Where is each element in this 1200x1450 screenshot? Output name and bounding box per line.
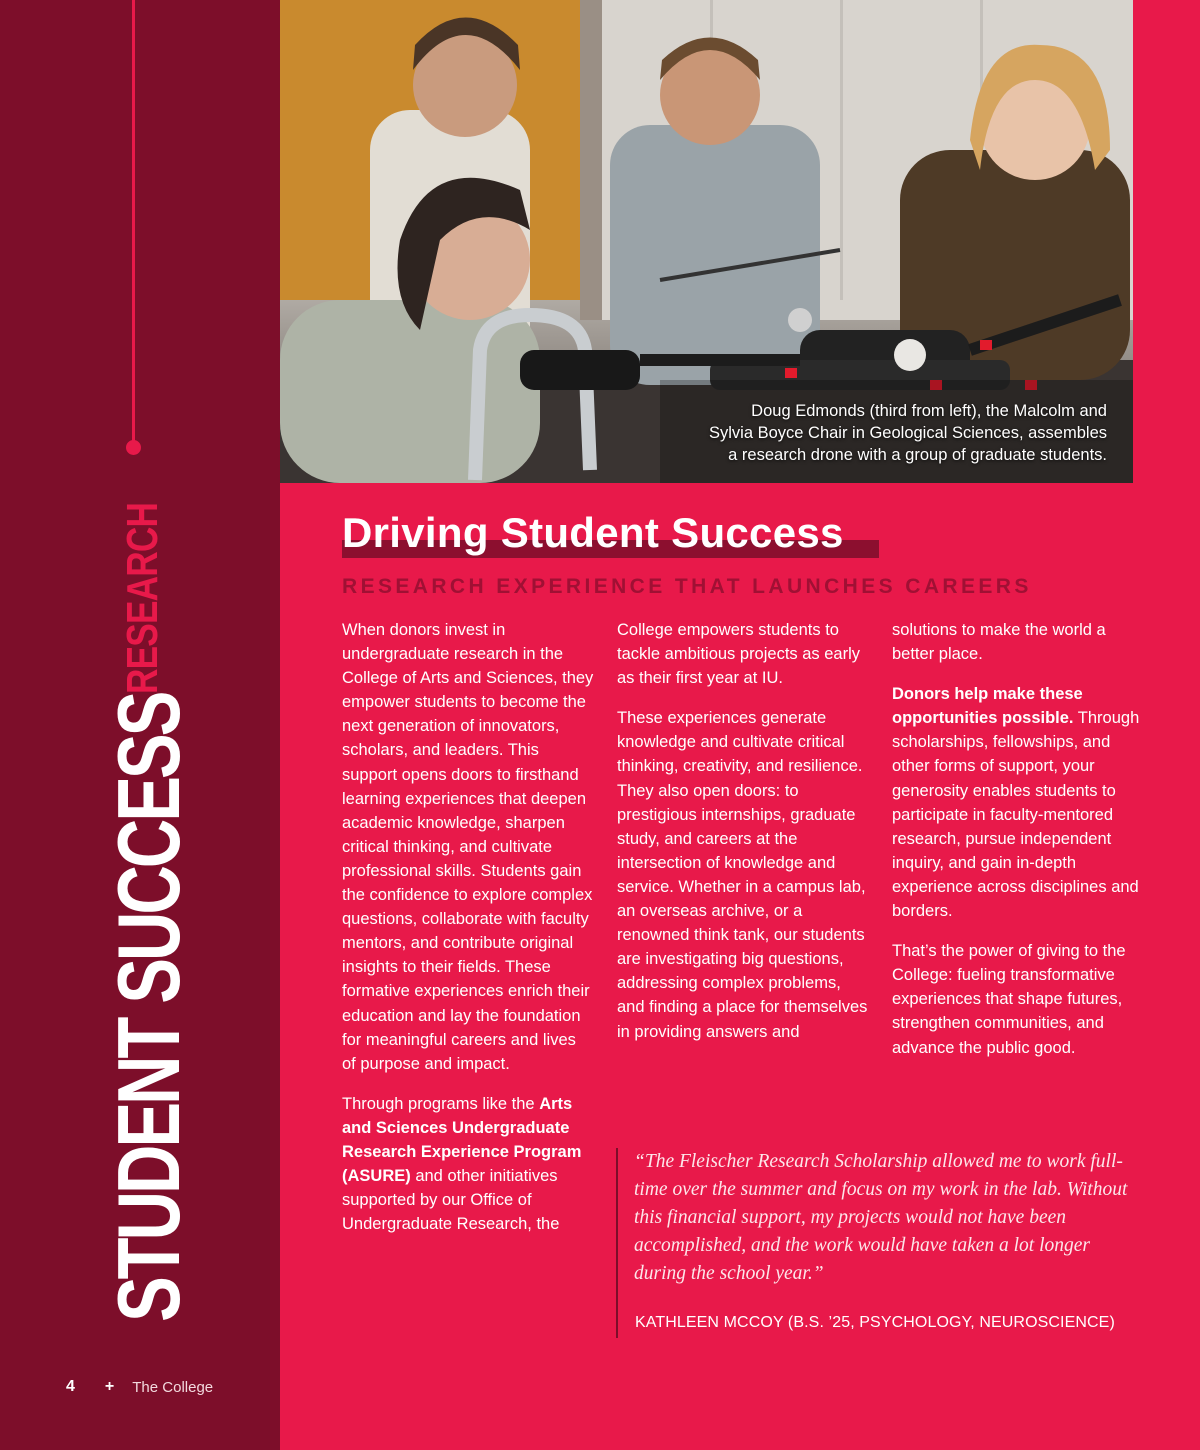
paragraph: When donors invest in undergraduate research in the College of Arts and Sciences, they empower students to become the next generation of innovators, scholars, and leaders. This support opens doors to firsthand learning experiences that deepen academic knowledge, sharpen critical thinking, and cultivate professional skills. Students gain the confidence to explore complex questions, collaborate with faculty mentors, and contribute original insights to their fields. These formative experiences enrich their education and lay the foundation for meaningful careers and lives of purpose and impact.: [342, 621, 594, 1073]
text-column-1: [342, 618, 594, 1252]
paragraph: [342, 1092, 594, 1237]
paragraph: College empowers students to tackle ambitious projects as early as their first year at IU.: [617, 621, 861, 688]
paragraph-text: Through programs like the: [342, 1094, 540, 1113]
quote-text: “The Fleischer Research Scholarship allowed me to work full-time over the summer and focus on my work in the lab. Without this financial support, my projects would not have been accomplished, and the work would have taken a lot longer during the school year.”: [634, 1151, 1128, 1284]
paragraph: That’s the power of giving to the College: fueling transformative experiences that shape futures, strengthen communities, and advance the public good.: [892, 942, 1126, 1057]
caption-line: a research drone with a group of graduate students.: [728, 446, 1107, 464]
paragraph-text: Through scholarships, fellowships, and other forms of support, your generosity enables students to participate in faculty-mentored research, pursue independent inquiry, and gain in-depth experience across disciplines and borders.: [892, 709, 1140, 921]
program-name: Arts and Sciences Undergraduate Research Experience Program (ASURE): [342, 1094, 582, 1186]
text-column-3: [892, 618, 1142, 1076]
article-subtitle: RESEARCH EXPERIENCE THAT LAUNCHES CAREERS: [342, 575, 1032, 598]
sidebar: [0, 0, 280, 1450]
callout-heading: Donors help make these opportunities possible.: [892, 685, 1083, 728]
section-label: [98, 502, 198, 1322]
sidebar-accent-dot: [126, 440, 141, 455]
text-column-2: [617, 618, 869, 1060]
article-title: Driving Student Success: [342, 509, 844, 556]
paragraph: These experiences generate knowledge and cultivate critical thinking, creativity, and resilience. They also open doors: to prestigious internships, graduate study, and careers at the intersection of knowledge and service. Whether in a campus lab, an overseas archive, or a renowned think tank, our students are investigating big questions, addressing complex problems, and finding a place for themselves in providing answers and: [617, 709, 868, 1041]
section-subtitle: RESEARCH: [118, 502, 167, 694]
hero-photo: [280, 0, 1133, 483]
page-footer: [66, 1378, 213, 1396]
pull-quote: [616, 1148, 1144, 1338]
sidebar-accent-line: [132, 0, 135, 442]
caption-line: Doug Edmonds (third from left), the Malcolm and: [751, 402, 1107, 420]
footer-separator: +: [104, 1378, 115, 1395]
paragraph: solutions to make the world a better place.: [892, 621, 1106, 664]
quote-attribution: KATHLEEN MCCOY (B.S. ’25, PSYCHOLOGY, NEUROSCIENCE): [635, 1314, 1115, 1331]
paragraph-text: and other initiatives supported by our Office of Undergraduate Research, the: [342, 1167, 560, 1234]
page-number: 4: [66, 1378, 75, 1395]
section-title: STUDENT SUCCESS: [99, 693, 198, 1322]
paragraph: [892, 682, 1142, 923]
caption-line: Sylvia Boyce Chair in Geological Sciences, assembles: [708, 424, 1107, 442]
photo-caption: [637, 400, 1107, 466]
publication-name: The College: [132, 1378, 214, 1396]
